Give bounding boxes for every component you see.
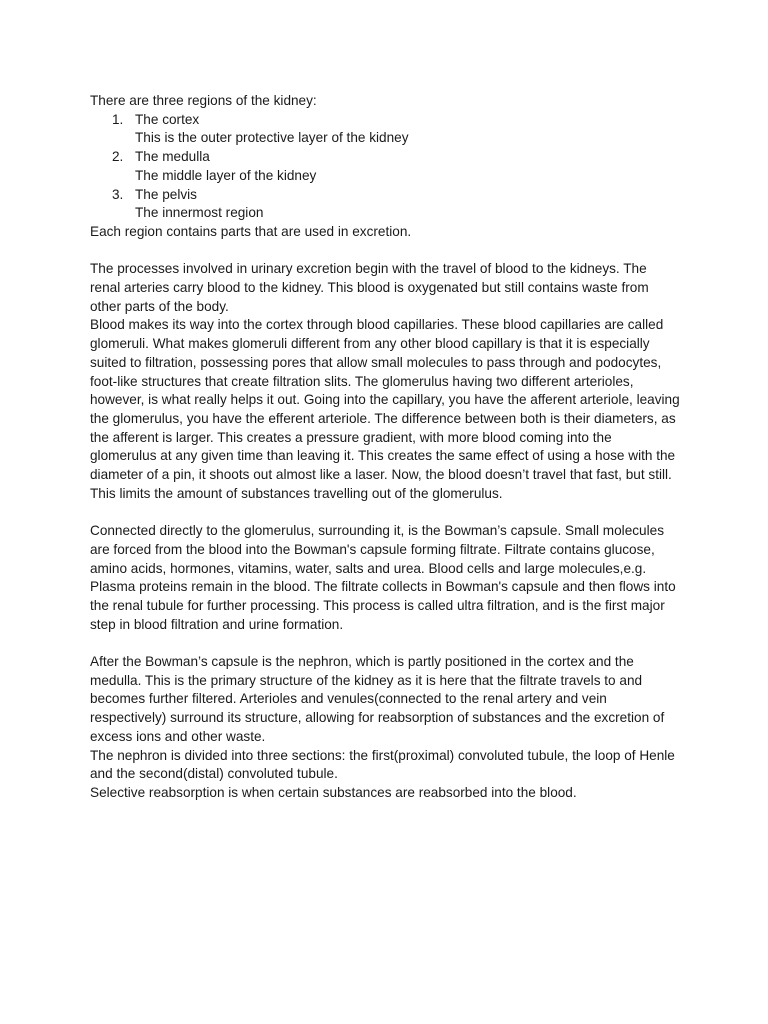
region-name: The medulla <box>135 149 210 165</box>
list-item <box>90 111 680 148</box>
list-item <box>90 148 680 185</box>
list-number: 1. <box>112 111 124 127</box>
paragraph-selective-reabsorption: Selective reabsorption is when certain substances are reabsorbed into the blood. <box>90 784 577 800</box>
paragraph-glomeruli: Blood makes its way into the cortex through blood capillaries. These blood capillaries are called glomeruli. What makes glomeruli different from any other blood capillary is that it is especially suited to filtration, possessing pores that allow small molecules to pass through and podocytes, foot-like structures that create filtration slits. The glomerulus having two different arterioles, however, is what really helps it out. Going into the capillary, you have the afferent arteriole, leaving the glomerulus, you have the efferent arteriole. The difference between both is their diameters, as the afferent is larger. This creates a pressure gradient, with more blood coming into the glomerulus at any given time than leaving it. This creates the same effect of using a hose with the diameter of a pin, it shoots out almost like a laser. Now, the blood doesn’t travel that fast, but still. This limits the amount of substances travelling out of the glomerulus. <box>90 317 680 501</box>
intro-text: There are three regions of the kidney: <box>90 93 317 108</box>
list-number: 2. <box>112 149 124 165</box>
paragraph-spacer <box>90 503 680 522</box>
paragraph-spacer <box>90 634 680 653</box>
region-description: The innermost region <box>135 205 264 221</box>
paragraph-nephron: After the Bowman’s capsule is the nephron, which is partly positioned in the cortex and the medulla. This is the primary structure of the kidney as it is here that the filtrate travels to and becomes further filtered. Arterioles and venules(connected to the renal artery and vein respectively) surround its structure, allowing for reabsorption of substances and the excretion of excess ions and other waste. <box>90 654 665 744</box>
kidney-regions-list <box>90 111 680 223</box>
region-name: The pelvis <box>135 186 197 202</box>
paragraph-spacer <box>90 242 680 261</box>
paragraph-blood-travel: The processes involved in urinary excretion begin with the travel of blood to the kidneys. The renal arteries carry blood to the kidney. This blood is oxygenated but still contains waste from other parts of the body. <box>90 261 649 314</box>
list-item <box>90 186 680 223</box>
list-number: 3. <box>112 186 124 202</box>
document-page <box>90 92 680 803</box>
region-description: This is the outer protective layer of the kidney <box>135 130 409 146</box>
region-description: The middle layer of the kidney <box>135 167 317 183</box>
paragraph-nephron-sections: The nephron is divided into three sections: the first(proximal) convoluted tubule, the loop of Henle and the second(distal) convoluted tubule. <box>90 747 675 782</box>
paragraph-bowmans-capsule: Connected directly to the glomerulus, surrounding it, is the Bowman’s capsule. Small molecules are forced from the blood into the Bowman's capsule forming filtrate. Filtrate contains glucose, amino acids, hormones, vitamins, water, salts and urea. Blood cells and large molecules,e.g. Plasma proteins remain in the blood. The filtrate collects in Bowman's capsule and then flows into the renal tubule for further processing. This process is called ultra filtration, and is the first major step in blood filtration and urine formation. <box>90 523 676 632</box>
regions-note: Each region contains parts that are used in excretion. <box>90 223 412 239</box>
region-name: The cortex <box>135 111 200 127</box>
